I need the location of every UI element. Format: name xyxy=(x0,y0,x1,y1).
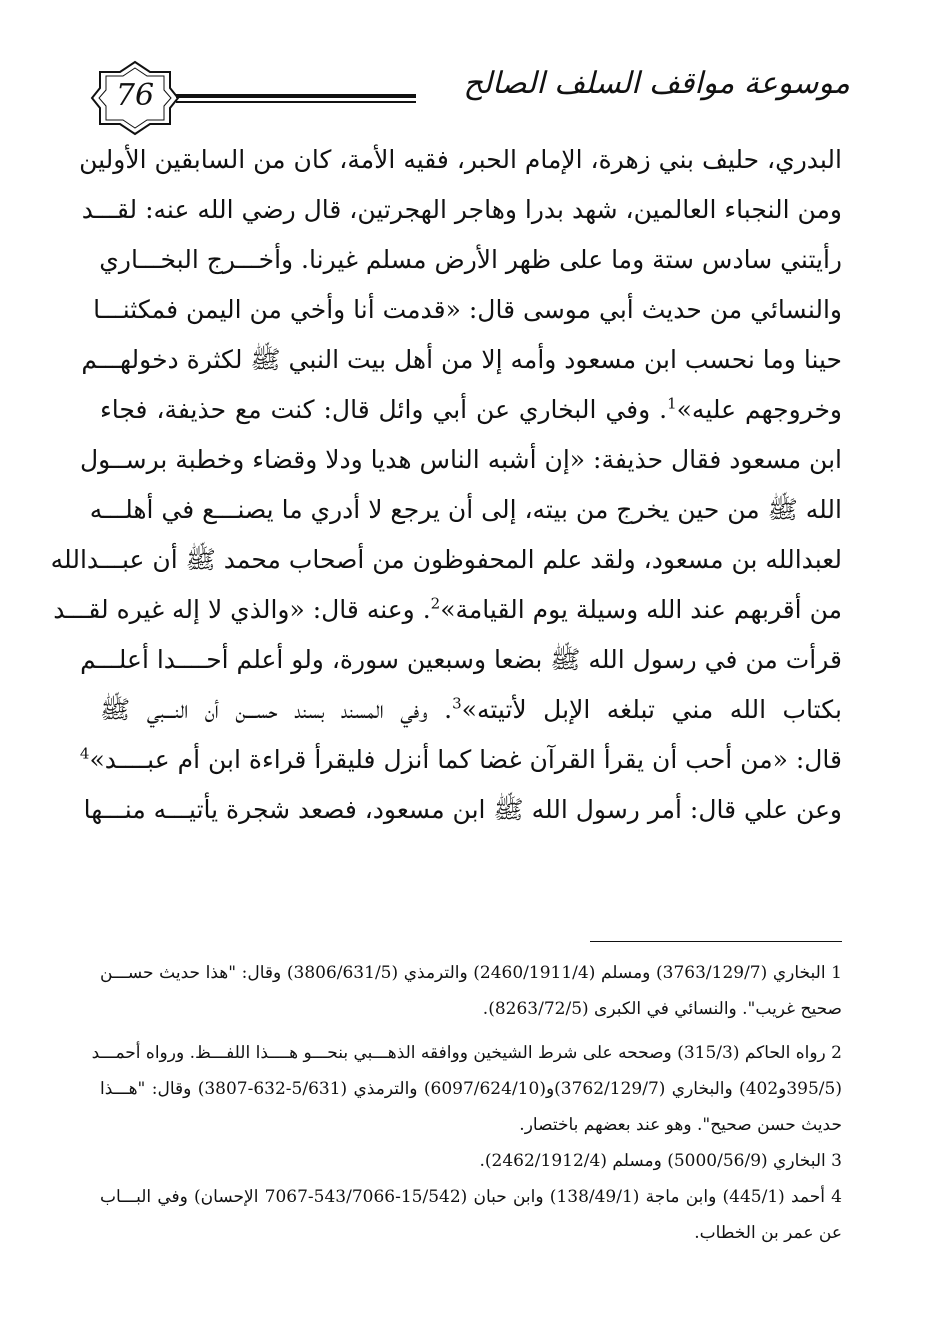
footnote-line: حديث حسن صحيح". وهو عند بعضهم باختصار. xyxy=(519,1115,842,1135)
footnote-ref: 2 xyxy=(430,594,441,613)
footnote-line: 1 البخاري (3763/129/7) ومسلم (2460/1911/4) والترمذي (3806/631/5) وقال: "هذا حديث حســـن xyxy=(100,963,842,983)
page-number-badge xyxy=(90,60,180,136)
footnote-line: 4 أحمد (445/1) وابن ماجة (138/49/1) وابن حبان (15/542-543/7066-7067 الإحسان) وفي البـــاب xyxy=(100,1187,842,1207)
footnote-line: صحيح غريب". والنسائي في الكبرى (8263/72/5). xyxy=(482,999,842,1019)
page-number: 76 xyxy=(115,78,155,113)
body-text xyxy=(50,135,842,835)
text-segment: . وفي البخاري عن أبي وائل قال: كنت مع حذيفة، فجاء xyxy=(100,395,668,424)
footnote-ref: 1 xyxy=(667,394,677,413)
text-segment: من أقربهم عند الله وسيلة يوم القيامة» xyxy=(440,595,842,624)
text-line: البدري، حليف بني زهرة، الإمام الحبر، فقيه الأمة، كان من السابقين الأولين xyxy=(79,145,842,174)
text-line xyxy=(100,385,842,435)
text-line: لعبدالله بن مسعود، ولقد علم المحفوظون من أصحاب محمد ﷺ أن عبـــدالله xyxy=(50,545,842,574)
text-segment: بكتاب الله مني تبلغه الإبل لأتيته» xyxy=(461,695,842,724)
footnote-ref: 3 xyxy=(452,694,462,713)
text-line: وعن علي قال: أمر رسول الله ﷺ ابن مسعود، فصعد شجرة يأتيـــه منـــها xyxy=(83,795,842,824)
text-line: رأيتني سادس ستة وما على ظهر الأرض مسلم غيرنا. وأخـــرج البخـــاري xyxy=(99,245,842,274)
footnote-line: 3 البخاري (5000/56/9) ومسلم (2462/1912/4). xyxy=(479,1151,842,1171)
footnote-separator xyxy=(590,941,842,942)
series-title: موسوعة مواقف السلف الصالح xyxy=(463,66,850,101)
text-segment: قال: «من أحب أن يقرأ القرآن غضا كما أنزل فليقرأ قراءة ابن أم عبــــد» xyxy=(89,745,842,774)
text-line: ومن النجباء العالمين، شهد بدرا وهاجر الهجرتين، قال رضي الله عنه: لقـــد xyxy=(81,195,842,224)
footnote-line: عن عمر بن الخطاب. xyxy=(694,1223,842,1243)
text-line xyxy=(53,585,842,635)
text-line: الله ﷺ من حين يخرج من بيته، إلى أن يرجع لا أدري ما يصنـــع في أهلـــه xyxy=(89,495,842,524)
text-segment: . وعنه قال: «والذي لا إله غيره لقـــد xyxy=(53,595,431,624)
text-line: قرأت من في رسول الله ﷺ بضعا وسبعين سورة، ولو أعلم أحــــدا أعلـــم xyxy=(80,645,842,674)
page-header xyxy=(80,58,850,138)
text-line: حينا وما نحسب ابن مسعود وأمه إلا من أهل بيت النبي ﷺ لكثرة دخولهـــم xyxy=(81,345,842,374)
text-line: ابن مسعود فقال حذيفة: «إن أشبه الناس هديا ودلا وقضاء وخطبة برســول xyxy=(79,445,842,474)
text-line xyxy=(79,735,842,785)
text-segment: وخروجهم عليه» xyxy=(676,395,842,424)
footnote-line: (395/5و402) والبخاري (3762/129/7)و(6097/624/10) والترمذي (5/631-632-3807) وقال: "هـــذا xyxy=(100,1079,842,1099)
text-segment: . وفي المسند بسند حســـن أن النـــبي ﷺ xyxy=(100,695,453,724)
footnotes xyxy=(91,955,842,1251)
footnote-ref: 4 xyxy=(79,744,90,763)
text-line xyxy=(100,685,842,735)
text-line: والنسائي من حديث أبي موسى قال: «قدمت أنا وأخي من اليمن فمكثنـــا xyxy=(93,295,842,324)
footnote-line: 2 رواه الحاكم (315/3) وصححه على شرط الشيخين ووافقه الذهـــبي بنحـــو هــــذا اللفـــظ. ورواه أحمـــد xyxy=(91,1043,842,1063)
